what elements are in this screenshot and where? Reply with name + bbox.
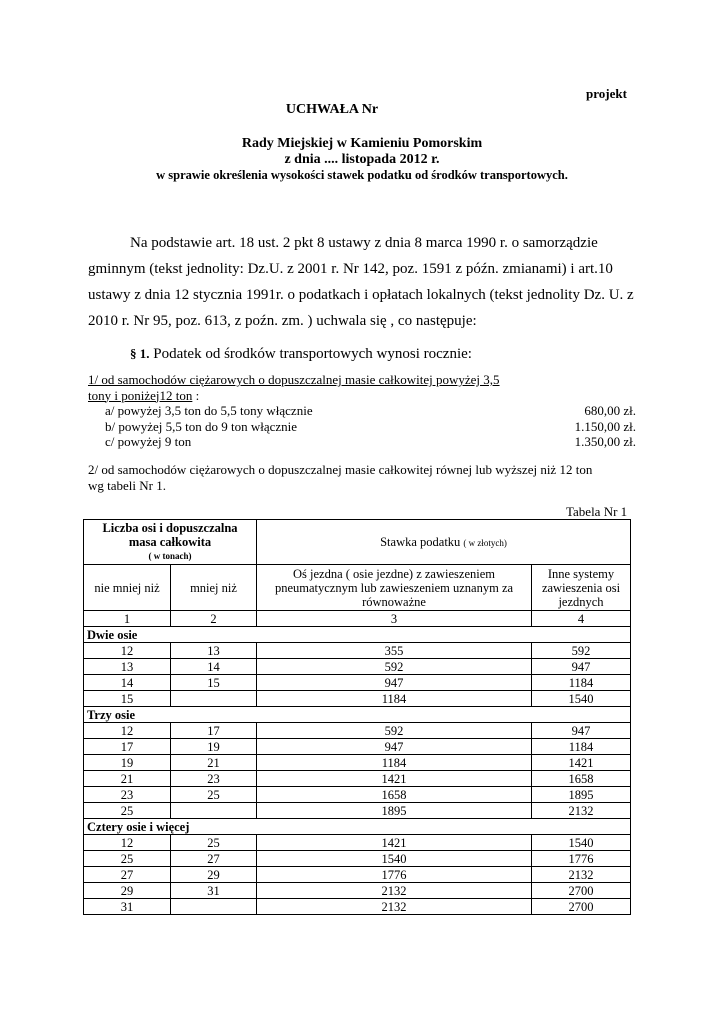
header-axles-mass	[84, 520, 257, 565]
cell-pneumatic-rate: 592	[257, 659, 532, 675]
point-1-item-amount: 1.150,00 zł.	[574, 418, 636, 434]
point-2	[88, 462, 638, 494]
point-1-item	[88, 403, 638, 419]
col-min-mass: nie mniej niż	[84, 565, 171, 611]
header-tax-rate-unit: ( w złotych)	[463, 537, 507, 548]
cell-other-rate: 2700	[532, 883, 631, 899]
cell-min-mass: 17	[84, 739, 171, 755]
cell-min-mass: 29	[84, 883, 171, 899]
cell-max-mass: 23	[171, 771, 257, 787]
table-row	[84, 723, 631, 739]
table-row	[84, 787, 631, 803]
cell-pneumatic-rate: 1421	[257, 771, 532, 787]
cell-min-mass: 14	[84, 675, 171, 691]
cell-pneumatic-rate: 592	[257, 723, 532, 739]
point-1-item	[88, 434, 638, 450]
cell-pneumatic-rate: 1421	[257, 835, 532, 851]
table-number-row	[84, 611, 631, 627]
resolution-date: z dnia .... listopada 2012 r.	[284, 152, 440, 167]
cell-min-mass: 19	[84, 755, 171, 771]
table-row	[84, 851, 631, 867]
cell-other-rate: 1421	[532, 755, 631, 771]
cell-max-mass: 15	[171, 675, 257, 691]
col-number: 3	[257, 611, 532, 627]
table-row	[84, 883, 631, 899]
table-row	[84, 691, 631, 707]
cell-max-mass	[171, 691, 257, 707]
cell-min-mass: 15	[84, 691, 171, 707]
table-caption: Tabela Nr 1	[566, 504, 628, 519]
point-1-item-amount: 680,00 zł.	[584, 403, 636, 418]
header-axles-mass-line: masa całkowita	[128, 535, 212, 549]
table-row	[84, 675, 631, 691]
table-header-row	[84, 520, 631, 565]
cell-other-rate: 947	[532, 659, 631, 675]
point-1-item-label: b/ powyżej 5,5 ton do 9 ton włącznie	[105, 418, 298, 434]
section-1	[130, 346, 472, 363]
cell-min-mass: 25	[84, 803, 171, 819]
cell-pneumatic-rate: 1184	[257, 755, 532, 771]
table-row	[84, 899, 631, 915]
col-max-mass: mniej niż	[171, 565, 257, 611]
legal-basis-line: 2010 r. Nr 95, poz. 613, z poźn. zm. ) uchwala się , co następuje:	[88, 313, 477, 329]
cell-other-rate: 1895	[532, 787, 631, 803]
table-row	[84, 659, 631, 675]
table-row	[84, 803, 631, 819]
col-pneumatic: Oś jezdna ( osie jezdne) z zawieszeniem pneumatycznym lub zawieszeniem uznanym za równoważne	[257, 565, 532, 611]
cell-other-rate: 2132	[532, 803, 631, 819]
cell-other-rate: 1776	[532, 851, 631, 867]
cell-min-mass: 12	[84, 723, 171, 739]
cell-max-mass: 27	[171, 851, 257, 867]
point-1-item-amount: 1.350,00 zł.	[574, 434, 636, 449]
cell-other-rate: 947	[532, 723, 631, 739]
cell-max-mass: 17	[171, 723, 257, 739]
cell-min-mass: 27	[84, 867, 171, 883]
cell-pneumatic-rate: 1895	[257, 803, 532, 819]
project-label: projekt	[586, 86, 627, 101]
col-number: 2	[171, 611, 257, 627]
cell-max-mass: 13	[171, 643, 257, 659]
cell-max-mass	[171, 803, 257, 819]
cell-pneumatic-rate: 1776	[257, 867, 532, 883]
cell-pneumatic-rate: 1658	[257, 787, 532, 803]
cell-other-rate: 1184	[532, 739, 631, 755]
table-group-row	[84, 819, 631, 835]
section-1-text: Podatek od środków transportowych wynosi rocznie:	[149, 346, 472, 362]
cell-pneumatic-rate: 355	[257, 643, 532, 659]
cell-max-mass: 14	[171, 659, 257, 675]
cell-min-mass: 12	[84, 643, 171, 659]
cell-max-mass: 21	[171, 755, 257, 771]
point-2-line: 2/ od samochodów ciężarowych o dopuszczalnej masie całkowitej równej lub wyższej niż 12 ton	[88, 462, 593, 477]
cell-max-mass: 19	[171, 739, 257, 755]
cell-pneumatic-rate: 1184	[257, 691, 532, 707]
cell-max-mass	[171, 899, 257, 915]
cell-other-rate: 1658	[532, 771, 631, 787]
cell-min-mass: 31	[84, 899, 171, 915]
section-1-mark: § 1.	[130, 346, 150, 361]
cell-other-rate: 1540	[532, 691, 631, 707]
table-row	[84, 643, 631, 659]
cell-min-mass: 25	[84, 851, 171, 867]
cell-min-mass: 23	[84, 787, 171, 803]
axle-group-label: Dwie osie	[84, 627, 631, 643]
legal-basis-line: ustawy z dnia 12 stycznia 1991r. o podatkach i opłatach lokalnych (tekst jednolity Dz. U. z	[88, 287, 634, 303]
point-2-line: wg tabeli Nr 1.	[88, 478, 166, 493]
table-row	[84, 739, 631, 755]
cell-other-rate: 1540	[532, 835, 631, 851]
cell-max-mass: 29	[171, 867, 257, 883]
cell-pneumatic-rate: 1540	[257, 851, 532, 867]
point-1	[88, 372, 638, 450]
header-tax-rate	[257, 520, 631, 565]
table-row	[84, 771, 631, 787]
cell-max-mass: 25	[171, 787, 257, 803]
legal-basis-line: Na podstawie art. 18 ust. 2 pkt 8 ustawy z dnia 8 marca 1990 r. o samorządzie	[130, 235, 598, 251]
point-1-item	[88, 419, 638, 435]
cell-max-mass: 25	[171, 835, 257, 851]
cell-other-rate: 2700	[532, 899, 631, 915]
cell-other-rate: 2132	[532, 867, 631, 883]
cell-pneumatic-rate: 947	[257, 739, 532, 755]
col-number: 4	[532, 611, 631, 627]
cell-max-mass: 31	[171, 883, 257, 899]
table-group-row	[84, 627, 631, 643]
cell-other-rate: 592	[532, 643, 631, 659]
council-name: Rady Miejskiej w Kamieniu Pomorskim	[241, 136, 483, 151]
table-row	[84, 867, 631, 883]
cell-pneumatic-rate: 947	[257, 675, 532, 691]
cell-min-mass: 13	[84, 659, 171, 675]
table-group-row	[84, 707, 631, 723]
resolution-title: UCHWAŁA Nr	[285, 102, 379, 117]
table-subheader-row	[84, 565, 631, 611]
cell-min-mass: 21	[84, 771, 171, 787]
point-1-line: 1/ od samochodów ciężarowych o dopuszczalnej masie całkowitej powyżej 3,5	[88, 372, 500, 387]
legal-basis-line: gminnym (tekst jednolity: Dz.U. z 2001 r. Nr 142, poz. 1591 z późn. zmianami) i art.10	[88, 261, 613, 277]
col-number: 1	[84, 611, 171, 627]
point-1-line-suffix: :	[192, 387, 200, 403]
table-row	[84, 835, 631, 851]
header-tax-rate-label: Stawka podatku	[380, 534, 461, 549]
table-row	[84, 755, 631, 771]
tax-rate-table	[83, 519, 631, 915]
header-axles-mass-line: Liczba osi i dopuszczalna	[102, 521, 238, 535]
legal-basis-paragraph	[88, 230, 638, 334]
point-1-item-label: a/ powyżej 3,5 ton do 5,5 tony włącznie	[105, 403, 313, 418]
cell-other-rate: 1184	[532, 675, 631, 691]
header-axles-mass-unit: ( w tonach)	[148, 551, 192, 561]
axle-group-label: Trzy osie	[84, 707, 631, 723]
point-1-item-label: c/ powyżej 9 ton	[105, 434, 192, 449]
col-other-suspension: Inne systemy zawieszenia osi jezdnych	[532, 565, 631, 611]
axle-group-label: Cztery osie i więcej	[84, 819, 631, 835]
point-1-line: tony i poniżej12 ton	[88, 387, 193, 403]
resolution-subject: w sprawie określenia wysokości stawek podatku od środków transportowych.	[156, 168, 568, 182]
cell-pneumatic-rate: 2132	[257, 883, 532, 899]
cell-pneumatic-rate: 2132	[257, 899, 532, 915]
cell-min-mass: 12	[84, 835, 171, 851]
